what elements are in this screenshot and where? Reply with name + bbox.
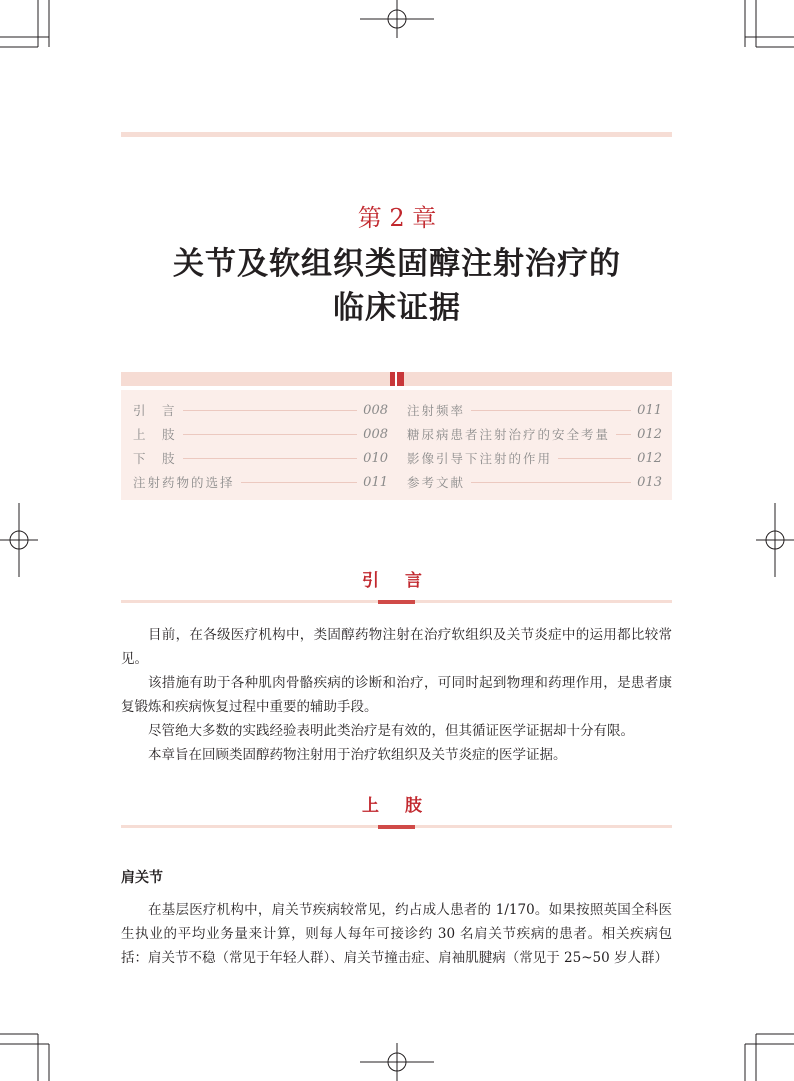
chapter-title xyxy=(0,242,794,330)
toc-label: 注射频率 xyxy=(407,403,466,418)
toc-item[interactable] xyxy=(133,470,388,494)
table-of-contents xyxy=(121,390,672,500)
toc-page: 012 xyxy=(637,426,662,442)
toc-item[interactable] xyxy=(133,446,388,470)
toc-left-column xyxy=(133,398,388,494)
paragraph: 在基层医疗机构中，肩关节疾病较常见，约占成人患者的 1/170。如果按照英国全科医生执业的平均业务量来计算，则每人每年可接诊约 30 名肩关节疾病的患者。相关疾病包括：肩关节不稳（常见于年轻人群）、肩关节撞击症、肩袖肌腱病（常见于 25~50 岁人群） xyxy=(121,902,672,966)
toc-label: 下 肢 xyxy=(133,451,177,466)
section-rule xyxy=(121,600,672,603)
section-heading-intro: 引 言 xyxy=(362,571,432,591)
toc-label: 注射药物的选择 xyxy=(133,475,235,490)
intro-body xyxy=(121,623,672,767)
toc-page: 008 xyxy=(363,426,388,442)
toc-label: 上 肢 xyxy=(133,427,177,442)
toc-page: 012 xyxy=(637,450,662,466)
toc-item[interactable] xyxy=(407,446,662,470)
toc-item[interactable] xyxy=(133,398,388,422)
paragraph: 目前，在各级医疗机构中，类固醇药物注射在治疗软组织及关节炎症中的运用都比较常见。 xyxy=(121,627,672,667)
paragraph: 该措施有助于各种肌肉骨骼疾病的诊断和治疗，可同时起到物理和药理作用，是患者康复锻炼和疾病恢复过程中重要的辅助手段。 xyxy=(121,675,672,715)
section-rule xyxy=(121,825,672,828)
toc-marker xyxy=(390,372,404,386)
subheading-shoulder: 肩关节 xyxy=(121,870,163,886)
toc-right-column xyxy=(407,398,662,494)
section-heading-upper-limb: 上 肢 xyxy=(362,796,432,816)
paragraph: 尽管绝大多数的实践经验表明此类治疗是有效的，但其循证医学证据却十分有限。 xyxy=(148,723,634,739)
toc-page: 010 xyxy=(363,450,388,466)
toc-item[interactable] xyxy=(407,398,662,422)
top-rule xyxy=(121,132,672,137)
toc-page: 008 xyxy=(363,402,388,418)
title-line-2: 临床证据 xyxy=(333,290,461,326)
toc-label: 引 言 xyxy=(133,403,177,418)
paragraph: 本章旨在回顾类固醇药物注射用于治疗软组织及关节炎症的医学证据。 xyxy=(148,747,567,763)
toc-page: 013 xyxy=(637,474,662,490)
toc-page: 011 xyxy=(637,402,662,418)
toc-label: 参考文献 xyxy=(407,475,466,490)
toc-label: 糖尿病患者注射治疗的安全考量 xyxy=(407,427,611,442)
toc-item[interactable] xyxy=(407,422,662,446)
title-line-1: 关节及软组织类固醇注射治疗的 xyxy=(173,246,621,282)
toc-item[interactable] xyxy=(133,422,388,446)
chapter-label: 第 2 章 xyxy=(357,204,437,232)
toc-item[interactable] xyxy=(407,470,662,494)
toc-page: 011 xyxy=(363,474,388,490)
toc-label: 影像引导下注射的作用 xyxy=(407,451,553,466)
upper-limb-body xyxy=(121,866,672,970)
